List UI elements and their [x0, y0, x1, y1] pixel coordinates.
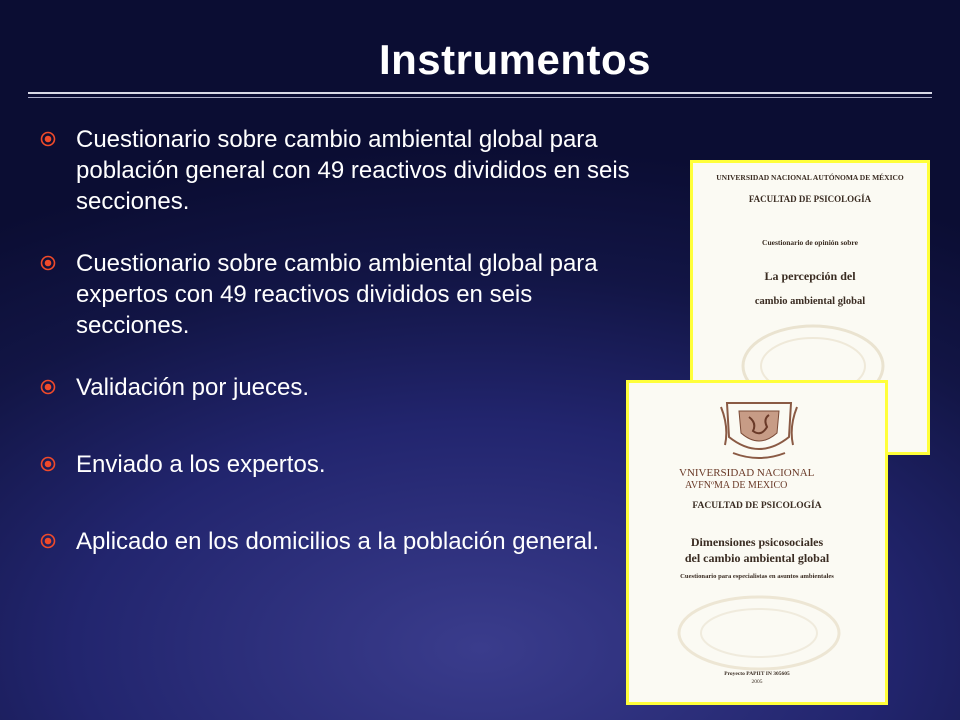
radio-bullet-icon: [40, 456, 56, 472]
title-divider-thin: [28, 97, 932, 98]
bullet-text: Aplicado en los domicilios a la población general.: [76, 528, 599, 555]
bullet-item: [40, 372, 630, 403]
doc1-title-line2: cambio ambiental global: [754, 296, 866, 307]
bullet-item: [40, 449, 630, 480]
unam-seal-icon: [719, 397, 799, 463]
bullet-item: [40, 248, 630, 341]
doc2-faculty: FACULTAD DE PSICOLOGÍA: [692, 501, 822, 511]
title-divider: [28, 92, 932, 94]
doc2-title-line2: del cambio ambiental global: [684, 551, 830, 565]
unam-logo-text: VNIVERSIDAD NACIONAL: [679, 467, 815, 479]
bullet-text: Cuestionario sobre cambio ambiental global para población general con 49 reactivos divididos en seis secciones.: [76, 126, 630, 215]
radio-bullet-icon: [40, 379, 56, 395]
bullet-item: [40, 124, 630, 217]
doc1-subtitle: Cuestionario de opinión sobre: [762, 238, 858, 247]
doc2-title-line1: Dimensiones psicosociales: [690, 535, 824, 549]
bullet-text: Cuestionario sobre cambio ambiental global para expertos con 49 reactivos divididos en seis secciones.: [76, 250, 598, 339]
doc2-subtitle: Cuestionario para especialistas en asuntos ambientales: [680, 573, 834, 580]
bullet-list: [40, 124, 630, 557]
survey-cover-experts: [626, 380, 888, 705]
doc2-project: Proyecto PAPIIT IN 305605: [724, 671, 790, 677]
doc2-year: 2005: [751, 679, 763, 685]
doc1-university: UNIVERSIDAD NACIONAL AUTÓNOMA DE MÉXICO: [716, 173, 904, 182]
radio-bullet-icon: [40, 131, 56, 147]
doc2-watermark-seal: [669, 593, 849, 673]
radio-bullet-icon: [40, 533, 56, 549]
radio-bullet-icon: [40, 255, 56, 271]
bullet-item: [40, 526, 630, 557]
slide-title: Instrumentos: [378, 36, 652, 83]
unam-logo-text-2: AVFNºMA DE MEXICO: [685, 480, 788, 491]
bullet-text: Validación por jueces.: [76, 374, 310, 401]
doc1-title-line1: La percepción del: [764, 269, 856, 283]
doc1-faculty: FACULTAD DE PSICOLOGÍA: [748, 194, 872, 204]
bullet-text: Enviado a los expertos.: [76, 451, 326, 478]
